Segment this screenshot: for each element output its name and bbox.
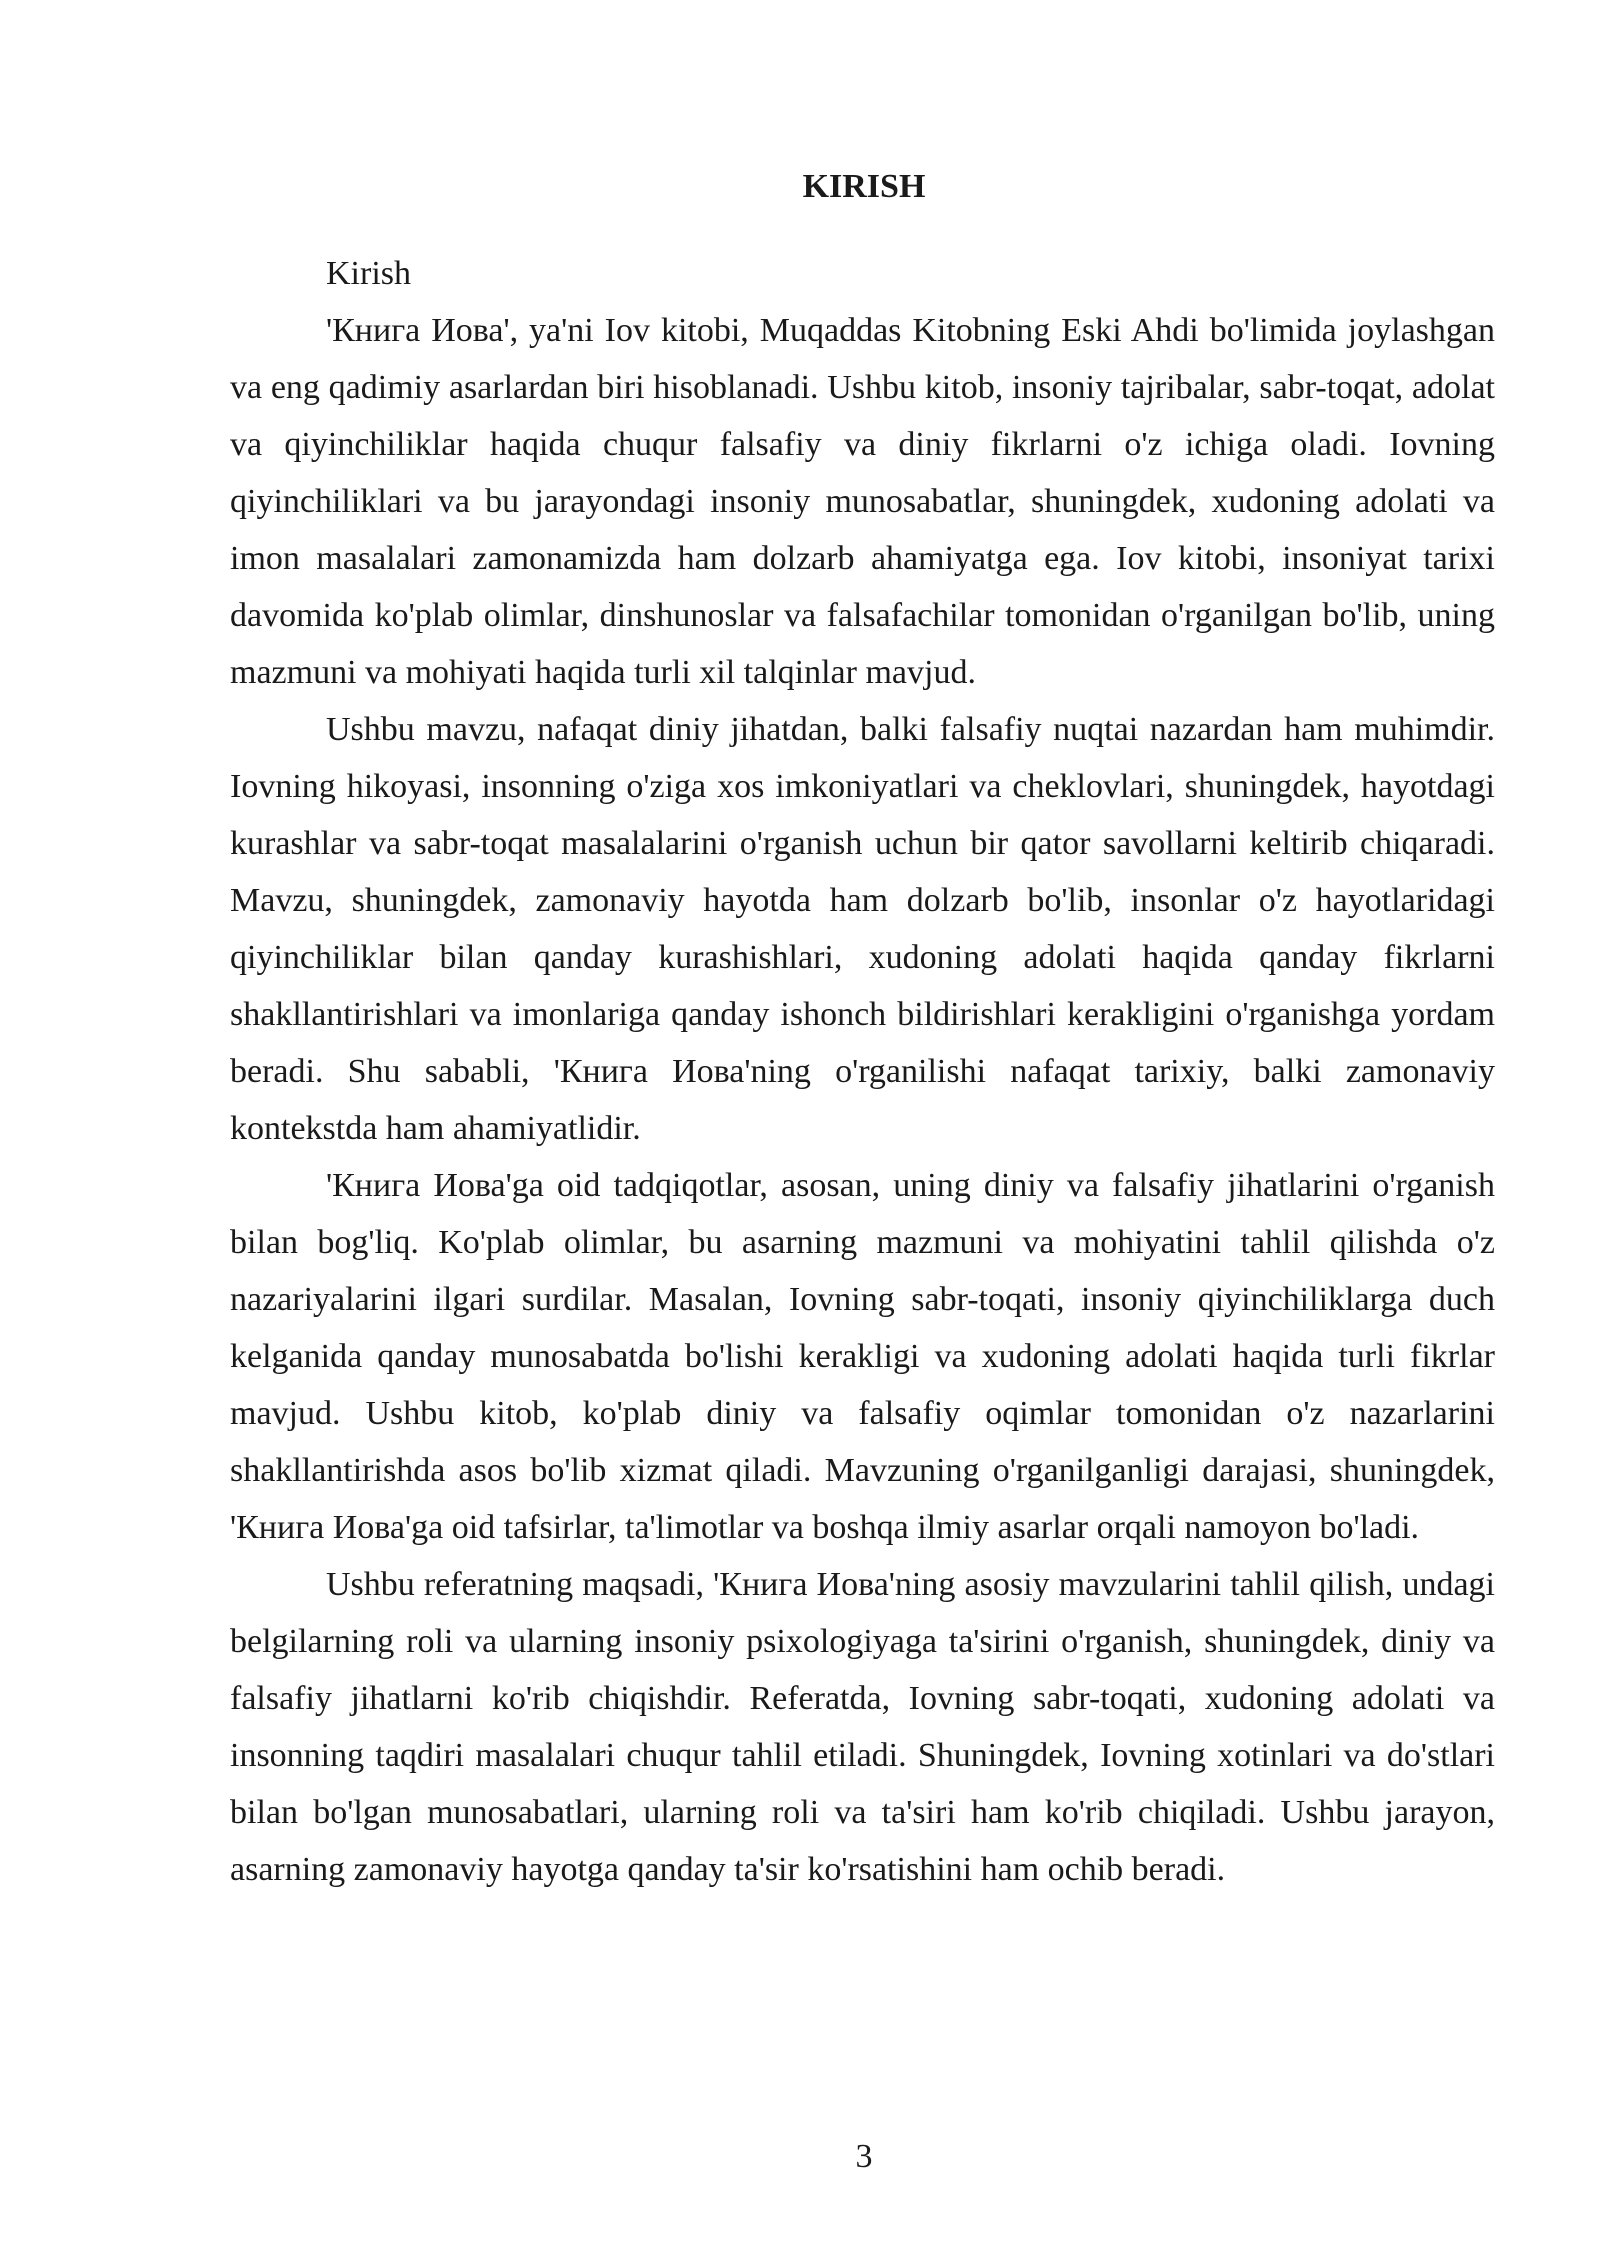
section-title: KIRISH [802, 168, 926, 205]
body-text [230, 245, 1495, 1898]
paragraph: Ushbu mavzu, nafaqat diniy jihatdan, balki falsafiy nuqtai nazardan ham muhimdir. Iovning hikoyasi, insonning o'ziga xos imkoniyatlari va cheklovlari, shuningdek, hayotdagi kurashlar va sabr-toqat masalalarini o'rganish uchun bir qator savollarni keltirib chiqaradi. Mavzu, shuningdek, zamonaviy hayotda ham dolzarb bo'lib, insonlar o'z hayotlaridagi qiyinchiliklar bilan qanday kurashishlari, xudoning adolati haqida qanday fikrlarni shakllantirishlari va imonlariga qanday ishonch bildirishlari kerakligini o'rganishga yordam beradi. Shu sababli, 'Книга Иова'ning o'rganilishi nafaqat tarixiy, balki zamonaviy kontekstda ham ahamiyatlidir. [230, 711, 1495, 1147]
paragraph: Ushbu referatning maqsadi, 'Книга Иова'ning asosiy mavzularini tahlil qilish, undagi belgilarning roli va ularning insoniy psixologiyaga ta'sirini o'rganish, shuningdek, diniy va falsafiy jihatlarni ko'rib chiqishdir. Referatda, Iovning sabr-toqati, xudoning adolati va insonning taqdiri masalalari chuqur tahlil etiladi. Shuningdek, Iovning xotinlari va do'stlari bilan bo'lgan munosabatlari, ularning roli va ta'siri ham ko'rib chiqiladi. Ushbu jarayon, asarning zamonaviy hayotga qanday ta'sir ko'rsatishini ham ochib beradi. [230, 1566, 1495, 1888]
paragraph-subheading: Kirish [326, 255, 411, 292]
paragraph: 'Книга Иова', ya'ni Iov kitobi, Muqaddas Kitobning Eski Ahdi bo'limida joylashgan va eng qadimiy asarlardan biri hisoblanadi. Ushbu kitob, insoniy tajribalar, sabr-toqat, adolat va qiyinchiliklar haqida chuqur falsafiy va diniy fikrlarni o'z ichiga oladi. Iovning qiyinchiliklari va bu jarayondagi insoniy munosabatlar, shuningdek, xudoning adolati va imon masalalari zamonamizda ham dolzarb ahamiyatga ega. Iov kitobi, insoniyat tarixi davomida ko'plab olimlar, dinshunoslar va falsafachilar tomonidan o'rganilgan bo'lib, uning mazmuni va mohiyati haqida turli xil talqinlar mavjud. [230, 312, 1495, 691]
page-number: 3 [855, 2138, 873, 2175]
paragraph: 'Книга Иова'ga oid tadqiqotlar, asosan, uning diniy va falsafiy jihatlarini o'rganish bilan bog'liq. Ko'plab olimlar, bu asarning mazmuni va mohiyatini tahlil qilishda o'z nazariyalarini ilgari surdilar. Masalan, Iovning sabr-toqati, insoniy qiyinchiliklarga duch kelganida qanday munosabatda bo'lishi kerakligi va xudoning adolati haqida turli fikrlar mavjud. Ushbu kitob, ko'plab diniy va falsafiy oqimlar tomonidan o'z nazarlarini shakllantirishda asos bo'lib xizmat qiladi. Mavzuning o'rganilganligi darajasi, shuningdek, 'Книга Иова'ga oid tafsirlar, ta'limotlar va boshqa ilmiy asarlar orqali namoyon bo'ladi. [230, 1167, 1495, 1546]
